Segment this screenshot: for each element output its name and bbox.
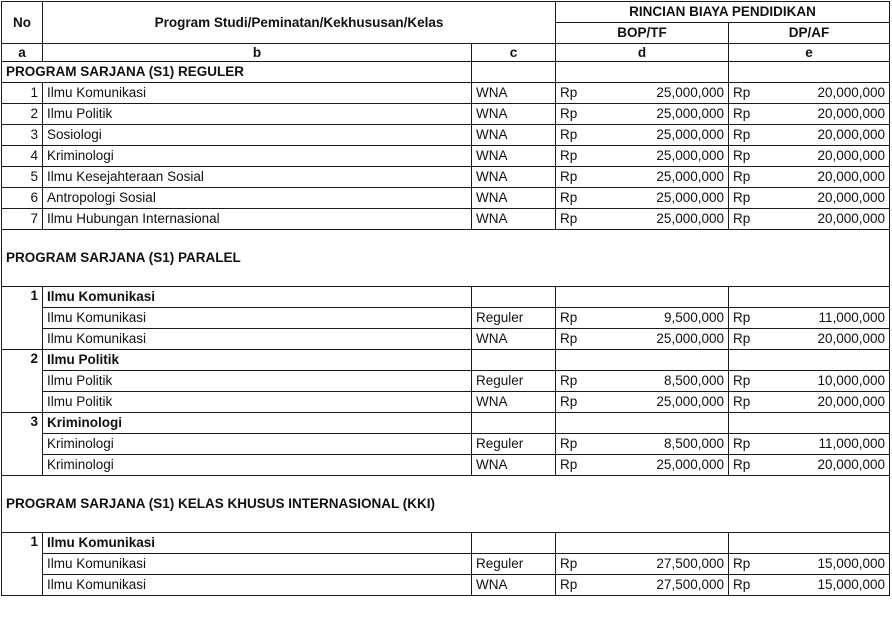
- section-row: [2, 230, 890, 287]
- bop-amount: 25,000,000: [598, 455, 729, 476]
- program-name: Ilmu Politik: [43, 104, 472, 125]
- table-row: [2, 209, 890, 230]
- bop-currency: Rp: [556, 434, 598, 455]
- empty-cell: [472, 533, 556, 554]
- dp-amount: 20,000,000: [771, 125, 890, 146]
- bop-currency: Rp: [556, 392, 598, 413]
- bop-currency: Rp: [556, 308, 598, 329]
- bop-amount: 25,000,000: [598, 167, 729, 188]
- col-letter-e: e: [729, 44, 890, 62]
- dp-amount: 20,000,000: [771, 392, 890, 413]
- section-title: PROGRAM SARJANA (S1) REGULER: [2, 62, 472, 83]
- row-number: 3: [2, 125, 43, 146]
- group-name: Ilmu Politik: [43, 350, 472, 371]
- class-type: WNA: [472, 83, 556, 104]
- dp-amount: 15,000,000: [771, 554, 890, 575]
- bop-amount: 25,000,000: [598, 125, 729, 146]
- empty-cell: [729, 533, 890, 554]
- empty-cell: [729, 413, 890, 434]
- dp-amount: 20,000,000: [771, 146, 890, 167]
- section-title: PROGRAM SARJANA (S1) PARALEL: [2, 230, 890, 287]
- program-name: Kriminologi: [43, 455, 472, 476]
- row-number: 1: [2, 83, 43, 104]
- group-number: 3: [2, 413, 43, 476]
- bop-currency: Rp: [556, 455, 598, 476]
- class-type: Reguler: [472, 434, 556, 455]
- program-name: Ilmu Komunikasi: [43, 329, 472, 350]
- bop-currency: Rp: [556, 188, 598, 209]
- table-row: [2, 146, 890, 167]
- dp-currency: Rp: [729, 371, 771, 392]
- table-row: [2, 575, 890, 596]
- empty-cell: [556, 533, 729, 554]
- dp-currency: Rp: [729, 125, 771, 146]
- dp-currency: Rp: [729, 434, 771, 455]
- fee-table-body: [2, 2, 890, 596]
- header-program: Program Studi/Peminatan/Kekhususan/Kelas: [43, 2, 556, 44]
- empty-cell: [556, 413, 729, 434]
- bop-currency: Rp: [556, 83, 598, 104]
- dp-amount: 20,000,000: [771, 329, 890, 350]
- dp-currency: Rp: [729, 554, 771, 575]
- group-row: [2, 413, 890, 434]
- bop-currency: Rp: [556, 371, 598, 392]
- table-row: [2, 392, 890, 413]
- table-row: [2, 167, 890, 188]
- dp-amount: 20,000,000: [771, 167, 890, 188]
- program-name: Kriminologi: [43, 146, 472, 167]
- bop-amount: 25,000,000: [598, 188, 729, 209]
- class-type: WNA: [472, 146, 556, 167]
- table-row: [2, 455, 890, 476]
- header-dp: DP/AF: [729, 23, 890, 44]
- bop-amount: 27,500,000: [598, 554, 729, 575]
- group-name: Kriminologi: [43, 413, 472, 434]
- bop-currency: Rp: [556, 575, 598, 596]
- group-number: 1: [2, 287, 43, 350]
- class-type: WNA: [472, 575, 556, 596]
- row-number: 5: [2, 167, 43, 188]
- table-row: [2, 125, 890, 146]
- program-name: Kriminologi: [43, 434, 472, 455]
- row-number: 2: [2, 104, 43, 125]
- empty-cell: [729, 62, 890, 83]
- bop-currency: Rp: [556, 104, 598, 125]
- empty-cell: [556, 350, 729, 371]
- dp-amount: 10,000,000: [771, 371, 890, 392]
- section-row: [2, 62, 890, 83]
- header-bop: BOP/TF: [556, 23, 729, 44]
- group-number: 2: [2, 350, 43, 413]
- table-row: [2, 104, 890, 125]
- empty-cell: [472, 413, 556, 434]
- dp-amount: 20,000,000: [771, 188, 890, 209]
- program-name: Ilmu Komunikasi: [43, 83, 472, 104]
- dp-amount: 15,000,000: [771, 575, 890, 596]
- bop-currency: Rp: [556, 125, 598, 146]
- empty-cell: [556, 62, 729, 83]
- group-row: [2, 533, 890, 554]
- empty-cell: [556, 287, 729, 308]
- row-number: 4: [2, 146, 43, 167]
- dp-currency: Rp: [729, 83, 771, 104]
- dp-amount: 20,000,000: [771, 209, 890, 230]
- col-letter-b: b: [43, 44, 472, 62]
- dp-amount: 20,000,000: [771, 83, 890, 104]
- program-name: Ilmu Komunikasi: [43, 308, 472, 329]
- class-type: WNA: [472, 392, 556, 413]
- bop-amount: 25,000,000: [598, 392, 729, 413]
- table-row: [2, 308, 890, 329]
- col-letter-c: c: [472, 44, 556, 62]
- bop-currency: Rp: [556, 554, 598, 575]
- class-type: WNA: [472, 188, 556, 209]
- bop-currency: Rp: [556, 329, 598, 350]
- dp-currency: Rp: [729, 209, 771, 230]
- class-type: WNA: [472, 329, 556, 350]
- program-name: Sosiologi: [43, 125, 472, 146]
- bop-amount: 25,000,000: [598, 146, 729, 167]
- bop-amount: 27,500,000: [598, 575, 729, 596]
- dp-amount: 11,000,000: [771, 308, 890, 329]
- bop-currency: Rp: [556, 146, 598, 167]
- class-type: Reguler: [472, 308, 556, 329]
- program-name: Ilmu Kesejahteraan Sosial: [43, 167, 472, 188]
- header-rincian: RINCIAN BIAYA PENDIDIKAN: [556, 2, 890, 23]
- table-row: [2, 83, 890, 104]
- fee-table: [1, 1, 890, 596]
- bop-amount: 8,500,000: [598, 371, 729, 392]
- class-type: WNA: [472, 125, 556, 146]
- dp-currency: Rp: [729, 104, 771, 125]
- program-name: Ilmu Komunikasi: [43, 575, 472, 596]
- class-type: Reguler: [472, 554, 556, 575]
- empty-cell: [729, 287, 890, 308]
- empty-cell: [472, 350, 556, 371]
- table-row: [2, 371, 890, 392]
- empty-cell: [729, 350, 890, 371]
- dp-currency: Rp: [729, 167, 771, 188]
- class-type: WNA: [472, 104, 556, 125]
- bop-amount: 25,000,000: [598, 104, 729, 125]
- table-row: [2, 554, 890, 575]
- program-name: Ilmu Hubungan Internasional: [43, 209, 472, 230]
- section-title: PROGRAM SARJANA (S1) KELAS KHUSUS INTERNASIONAL (KKI): [2, 476, 890, 533]
- class-type: WNA: [472, 209, 556, 230]
- header-no: No: [2, 2, 43, 44]
- dp-currency: Rp: [729, 146, 771, 167]
- group-name: Ilmu Komunikasi: [43, 287, 472, 308]
- class-type: Reguler: [472, 371, 556, 392]
- group-name: Ilmu Komunikasi: [43, 533, 472, 554]
- bop-currency: Rp: [556, 209, 598, 230]
- program-name: Antropologi Sosial: [43, 188, 472, 209]
- program-name: Ilmu Politik: [43, 392, 472, 413]
- col-letter-d: d: [556, 44, 729, 62]
- col-letter-a: a: [2, 44, 43, 62]
- bop-amount: 25,000,000: [598, 329, 729, 350]
- dp-currency: Rp: [729, 575, 771, 596]
- group-row: [2, 287, 890, 308]
- dp-currency: Rp: [729, 455, 771, 476]
- bop-amount: 9,500,000: [598, 308, 729, 329]
- bop-amount: 25,000,000: [598, 209, 729, 230]
- program-name: Ilmu Politik: [43, 371, 472, 392]
- bop-amount: 25,000,000: [598, 83, 729, 104]
- empty-cell: [472, 287, 556, 308]
- row-number: 7: [2, 209, 43, 230]
- empty-cell: [472, 62, 556, 83]
- table-row: [2, 329, 890, 350]
- dp-currency: Rp: [729, 392, 771, 413]
- row-number: 6: [2, 188, 43, 209]
- dp-currency: Rp: [729, 188, 771, 209]
- class-type: WNA: [472, 167, 556, 188]
- class-type: WNA: [472, 455, 556, 476]
- column-letter-row: [2, 44, 890, 62]
- dp-amount: 20,000,000: [771, 104, 890, 125]
- section-row: [2, 476, 890, 533]
- bop-currency: Rp: [556, 167, 598, 188]
- group-row: [2, 350, 890, 371]
- dp-currency: Rp: [729, 308, 771, 329]
- program-name: Ilmu Komunikasi: [43, 554, 472, 575]
- table-row: [2, 188, 890, 209]
- table-row: [2, 434, 890, 455]
- dp-currency: Rp: [729, 329, 771, 350]
- group-number: 1: [2, 533, 43, 596]
- header-row: [2, 2, 890, 23]
- bop-amount: 8,500,000: [598, 434, 729, 455]
- dp-amount: 20,000,000: [771, 455, 890, 476]
- dp-amount: 11,000,000: [771, 434, 890, 455]
